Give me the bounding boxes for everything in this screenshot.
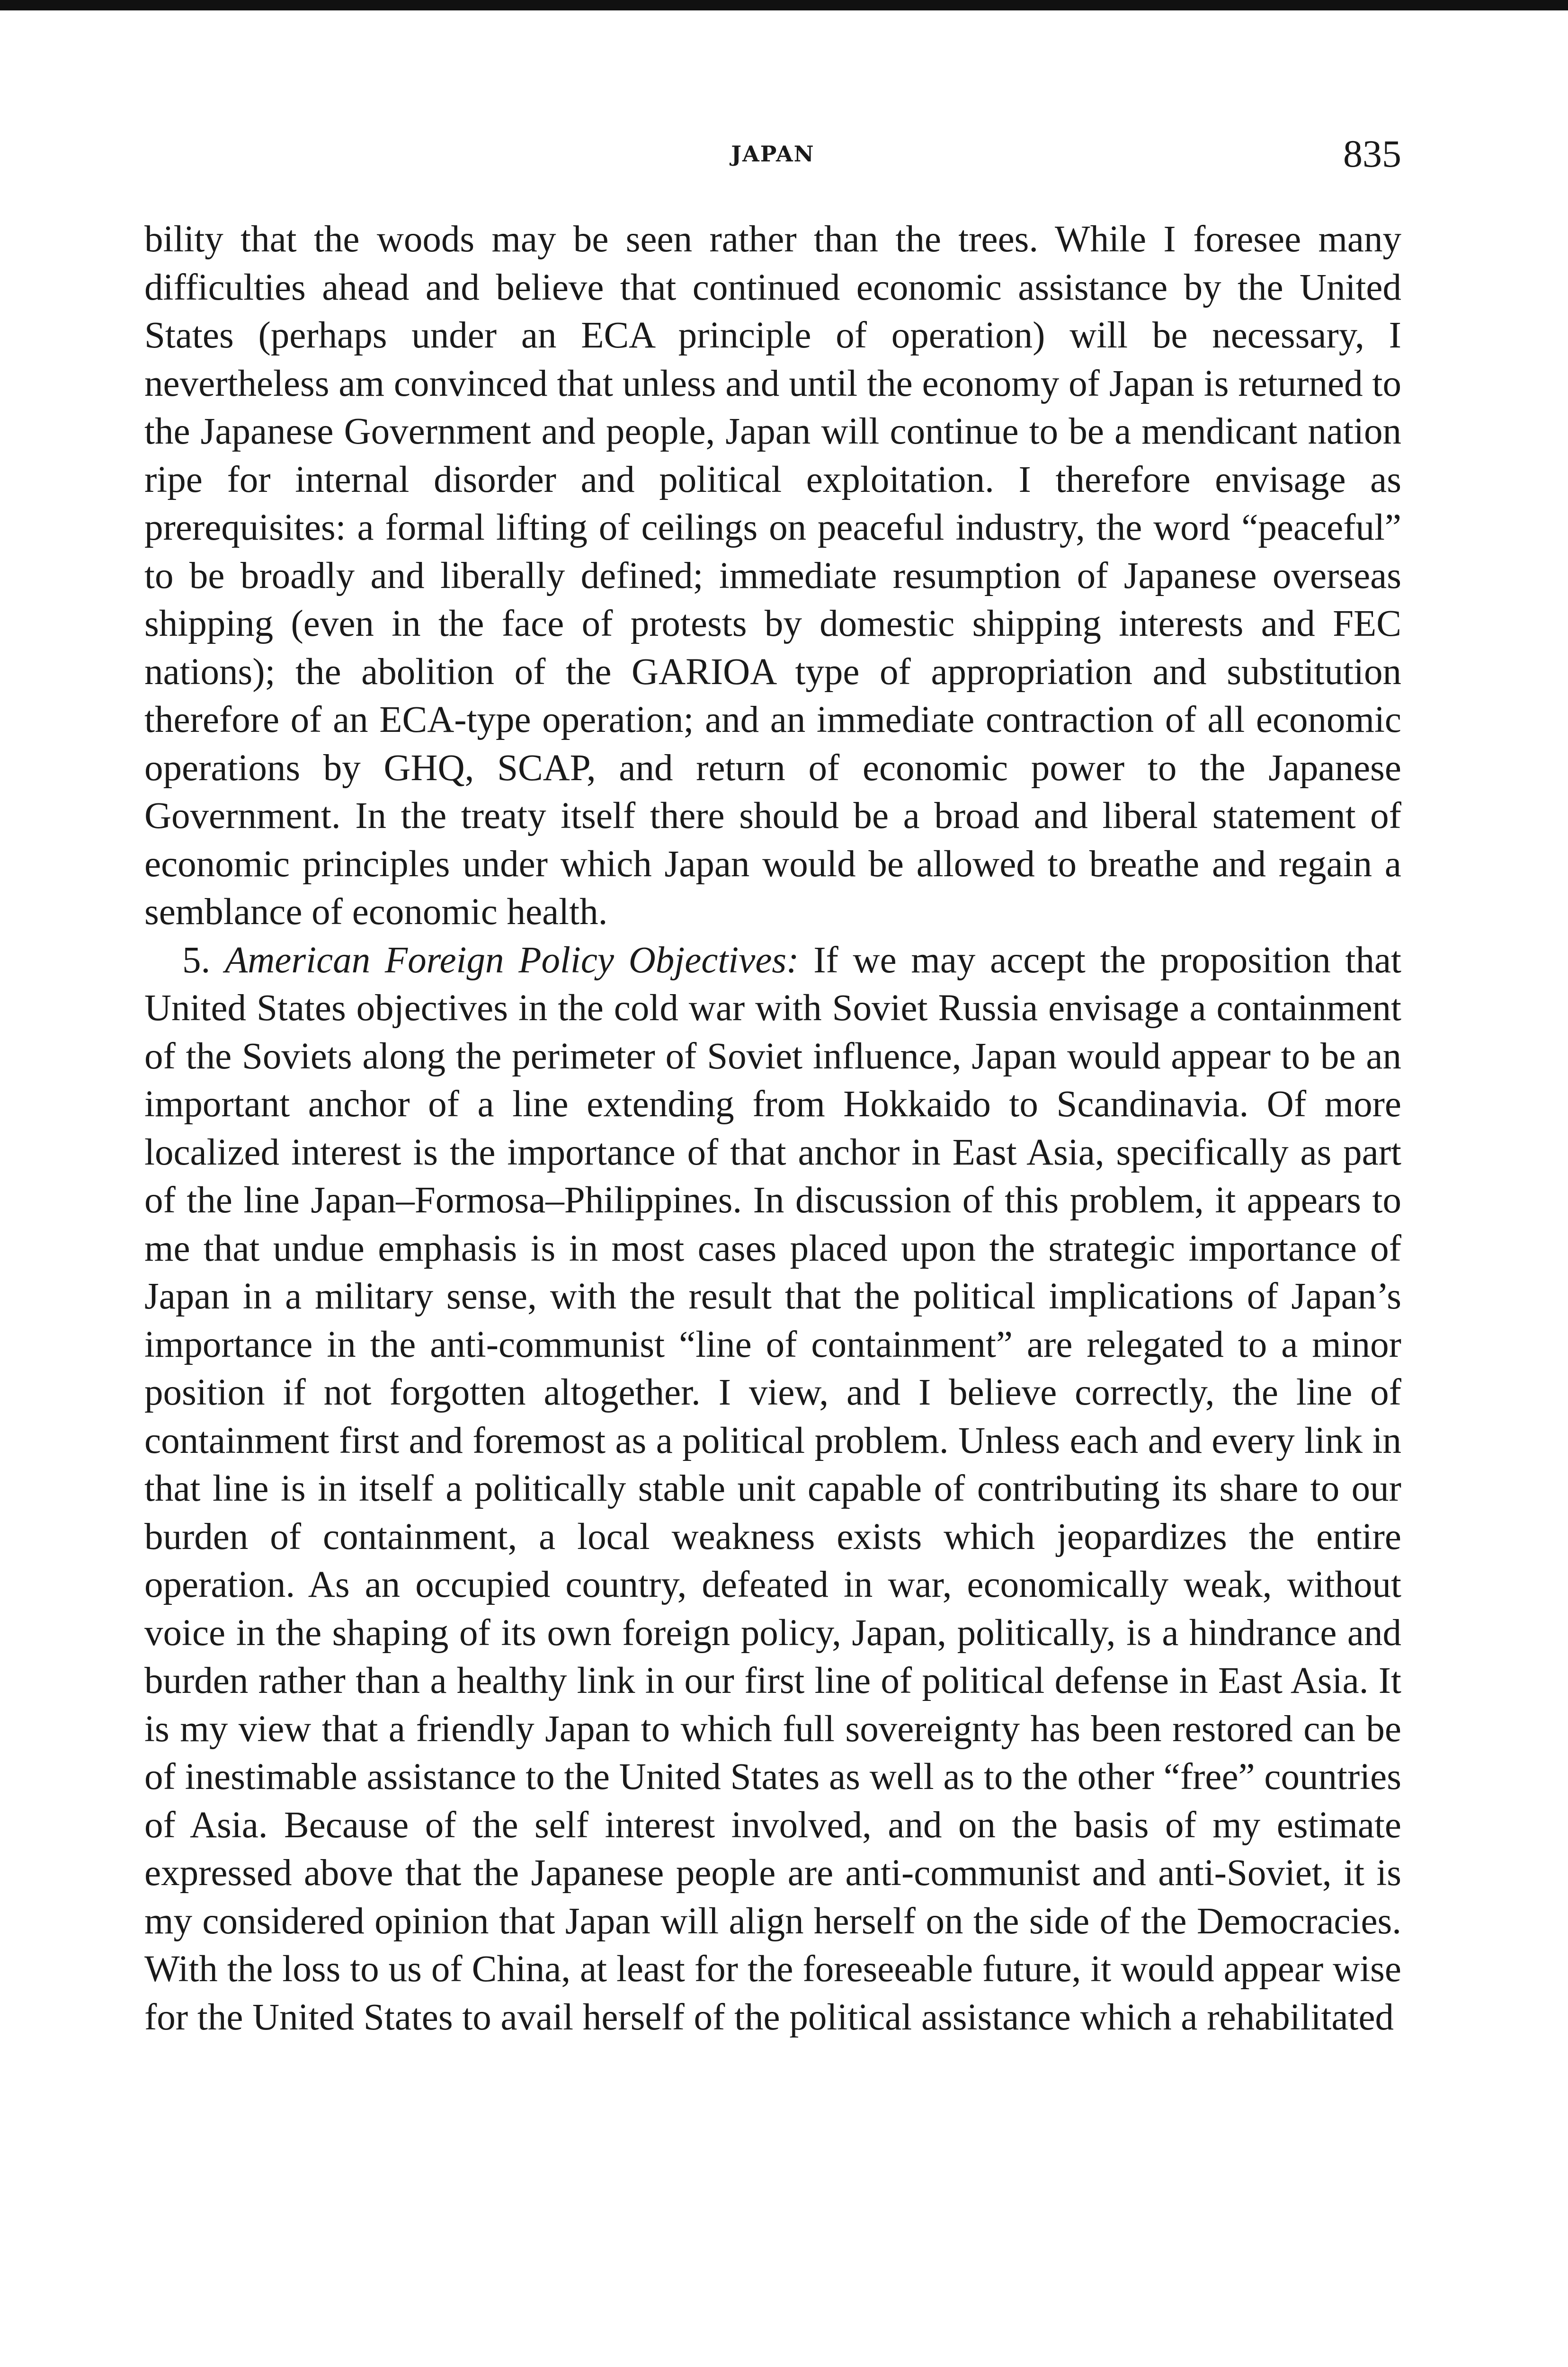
section-heading: American Foreign Policy Objectives: — [225, 939, 799, 981]
section-5-text: If we may accept the proposition that United States objectives in the cold war with Soviet Russia envisage a containment of the Soviets along the perimeter of Soviet influence, Japan would appear to be an important anchor of a line extending from Hokkaido to Scandinavia. Of more localized interest is the importance of that anchor in East Asia, specifically as part of the line Japan–Formosa–Philippines. In discussion of this problem, it appears to me that undue emphasis is in most cases placed upon the strategic importance of Japan in a military sense, with the result that the political implications of Japan’s importance in the anti-communist “line of containment” are relegated to a minor position if not forgotten altogether. I view, and I believe correctly, the line of containment first and foremost as a political problem. Unless each and every link in that line is in itself a politically stable unit capable of contributing its share to our burden of containment, a local weakness exists which jeopardizes the entire operation. As an occupied country, defeated in war, economically weak, without voice in the shaping of its own foreign policy, Japan, politically, is a hindrance and burden rather than a healthy link in our first line of political defense in East Asia. It is my view that a friendly Japan to which full sovereignty has been restored can be of inestimable assistance to the United States as well as to the other “free” countries of Asia. Because of the self interest involved, and on the basis of my estimate expressed above that the Japanese people are anti-communist and anti-Soviet, it is my considered opinion that Japan will align herself on the side of the Democracies. With the loss to us of China, at least for the foreseeable future, it would appear wise for the United States to avail herself of the political assistance which a rehabilitated — [144, 939, 1401, 2038]
paragraph-section-5 — [144, 936, 1401, 2042]
paragraph-continuation-text: bility that the woods may be seen rather than the trees. While I foresee many difficulties ahead and believe that continued economic assistance by the United States (perhaps under an ECA principle of operation) will be necessary, I nevertheless am convinced that unless and until the economy of Japan is returned to the Japanese Government and people, Japan will continue to be a mendicant nation ripe for internal disorder and political exploitation. I therefore envisage as prerequisites: a formal lifting of ceilings on peaceful industry, the word “peaceful” to be broadly and liberally defined; immediate resumption of Japanese overseas shipping (even in the face of protests by domestic shipping interests and FEC nations); the abolition of the GARIOA type of appropriation and substitution therefore of an ECA-type operation; and an immediate contraction of all economic operations by GHQ, SCAP, and return of economic power to the Japanese Government. In the treaty itself there should be a broad and liberal statement of economic principles under which Japan would be allowed to breathe and regain a semblance of economic health. — [144, 219, 1401, 933]
paragraph-continuation — [144, 215, 1401, 936]
page-header — [144, 127, 1401, 179]
running-title: JAPAN — [731, 141, 815, 167]
top-border-rule — [0, 0, 1568, 10]
section-number: 5. — [182, 939, 211, 981]
page-number: 835 — [1343, 132, 1401, 175]
body-text — [144, 215, 1401, 2041]
